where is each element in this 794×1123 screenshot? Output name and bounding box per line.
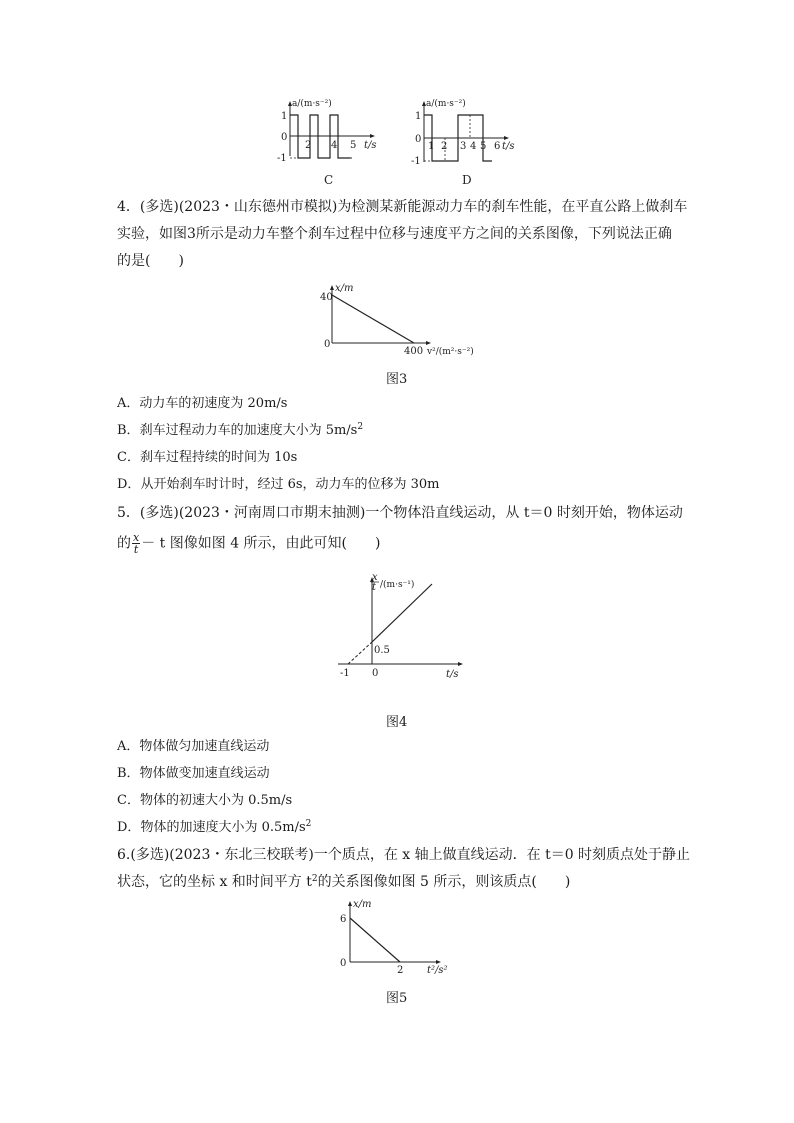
f3-ylabel: x/m [335, 283, 354, 294]
c-ytick-0: 0 [281, 132, 288, 143]
figure-3-caption: 图3 [386, 372, 408, 387]
q4-stem-line3: 的是( ) [117, 253, 184, 269]
figure-4-graph [330, 572, 480, 687]
q5-option-a-text: 物体做匀加速直线运动 [139, 739, 270, 754]
d-ytick-1: 1 [415, 111, 422, 122]
q5-option-d-letter: D． [117, 820, 141, 835]
d-xtick-1: 1 [428, 141, 435, 152]
q5-stem-post: － t 图像如图 4 所示，由此可知( ) [141, 535, 381, 552]
c-ytick-1: 1 [281, 111, 288, 122]
d-caption: D [462, 173, 472, 187]
q6-stem-pre: 状态，它的坐标 x 和时间平方 t [117, 874, 312, 890]
q4-option-a-text: 动力车的初速度为 20m/s [139, 396, 288, 411]
f4-y-intercept: 0.5 [374, 645, 390, 656]
d-xtick-2: 2 [441, 141, 448, 152]
figure-3 [310, 283, 490, 363]
figure-4-caption: 图4 [386, 715, 408, 730]
q4-stem-line2: 实验，如图3所示是动力车整个刹车过程中位移与速度平方之间的关系图像，下列说法正确 [117, 226, 672, 242]
figure-4 [330, 572, 480, 687]
f3-xlabel: v²/(m²·s⁻²) [427, 347, 474, 357]
f5-data-line [350, 918, 400, 962]
q4-option-a[interactable] [117, 395, 287, 413]
q5-stem-line1: 5．(多选)(2023・河南周口市期末抽测)一个物体沿直线运动，从 t＝0 时刻开始，物体运动 [117, 505, 683, 521]
f4-xlabel: t/s [446, 669, 459, 680]
figure-d [406, 98, 526, 188]
q5-stem-pre: 的 [117, 535, 131, 552]
f5-origin: 0 [340, 958, 347, 969]
c-ylabel: a/(m·s⁻²) [292, 99, 332, 109]
q5-option-b[interactable] [117, 765, 270, 783]
q4-option-c-letter: C． [117, 450, 140, 465]
q4-option-b[interactable] [117, 422, 363, 440]
q5-option-b-text: 物体做变加速直线运动 [139, 766, 270, 781]
q5-stem-line2 [117, 532, 380, 555]
d-xtick-6: 6 [494, 141, 501, 152]
f4-ylabel-den: t [372, 582, 377, 593]
f4-ylabel-unit: /(m·s⁻¹) [380, 580, 415, 590]
figure-5-graph [330, 898, 460, 978]
q5-option-d[interactable] [117, 819, 311, 837]
q4-option-a-letter: A． [117, 396, 140, 411]
q5-frac-den: t [133, 543, 139, 556]
f3-x-intercept: 400 [404, 346, 424, 357]
f4-ylabel-num: x [372, 572, 378, 583]
f5-ylabel: x/m [353, 899, 372, 910]
d-xtick-3: 3 [460, 141, 467, 152]
q4-option-b-text: 刹车过程动力车的加速度大小为 5m/s [139, 423, 358, 438]
q5-option-b-letter: B． [117, 766, 140, 781]
d-ytick-neg1: -1 [411, 156, 421, 167]
c-xlabel: t/s [364, 140, 377, 151]
d-ytick-0: 0 [415, 134, 422, 145]
q4-option-d-text: 从开始刹车时计时，经过 6s，动力车的位移为 30m [140, 477, 440, 492]
c-xtick-5: 5 [350, 140, 357, 151]
f3-data-line [332, 295, 414, 343]
q5-frac-num: x [133, 531, 140, 544]
c-xtick-4: 4 [331, 140, 338, 151]
d-xtick-4: 4 [470, 141, 477, 152]
q6-stem-line2 [117, 872, 570, 892]
q5-option-d-sup: 2 [305, 819, 312, 829]
figure-c [268, 98, 388, 188]
q5-option-a-letter: A． [117, 739, 140, 754]
c-ytick-neg1: -1 [277, 153, 287, 164]
f5-y-intercept: 6 [340, 914, 347, 925]
q4-option-c[interactable] [117, 449, 297, 467]
c-x-arrow [370, 134, 375, 138]
d-xlabel: t/s [502, 141, 515, 152]
q4-option-b-letter: B． [117, 423, 140, 438]
f4-origin: 0 [372, 668, 379, 679]
q4-option-b-sup: 2 [357, 422, 364, 432]
c-caption: C [324, 173, 334, 187]
f4-x-intercept: -1 [340, 668, 350, 679]
c-xtick-2: 2 [305, 140, 312, 151]
q6-stem-sup: 2 [311, 874, 318, 884]
figure-3-graph [310, 283, 490, 363]
q5-option-c[interactable] [117, 792, 292, 810]
q4-stem-line1: 4．(多选)(2023・山东德州市模拟)为检测某新能源动力车的刹车性能，在平直公路上做刹车 [117, 199, 688, 215]
q6-stem-post: 的关系图像如图 5 所示，则该质点( ) [317, 874, 571, 890]
q5-option-c-letter: C． [117, 793, 140, 808]
figure-5-caption: 图5 [386, 991, 408, 1006]
q5-fraction [132, 532, 140, 555]
q4-option-d-letter: D． [117, 477, 141, 492]
q5-option-d-text: 物体的加速度大小为 0.5m/s [140, 820, 306, 835]
f5-x-intercept: 2 [397, 965, 404, 976]
d-xtick-5: 5 [480, 141, 487, 152]
q5-option-a[interactable] [117, 738, 269, 756]
f3-y-intercept: 40 [320, 292, 333, 303]
d-ylabel: a/(m·s⁻²) [426, 99, 466, 109]
figure-5 [330, 898, 460, 978]
f3-origin: 0 [324, 339, 331, 350]
f4-extension-line [348, 642, 372, 664]
q4-option-d[interactable] [117, 476, 440, 494]
q4-option-c-text: 刹车过程持续的时间为 10s [139, 450, 298, 465]
f5-xlabel: t²/s² [427, 965, 448, 976]
f4-data-line [372, 584, 432, 642]
figure-c-graph [268, 98, 388, 188]
q5-option-c-text: 物体的初速大小为 0.5m/s [139, 793, 293, 808]
figure-d-graph [406, 98, 526, 188]
q6-stem-line1: 6.(多选)(2023・东北三校联考)一个质点，在 x 轴上做直线运动．在 t＝0 时刻质点处于静止 [117, 847, 691, 863]
